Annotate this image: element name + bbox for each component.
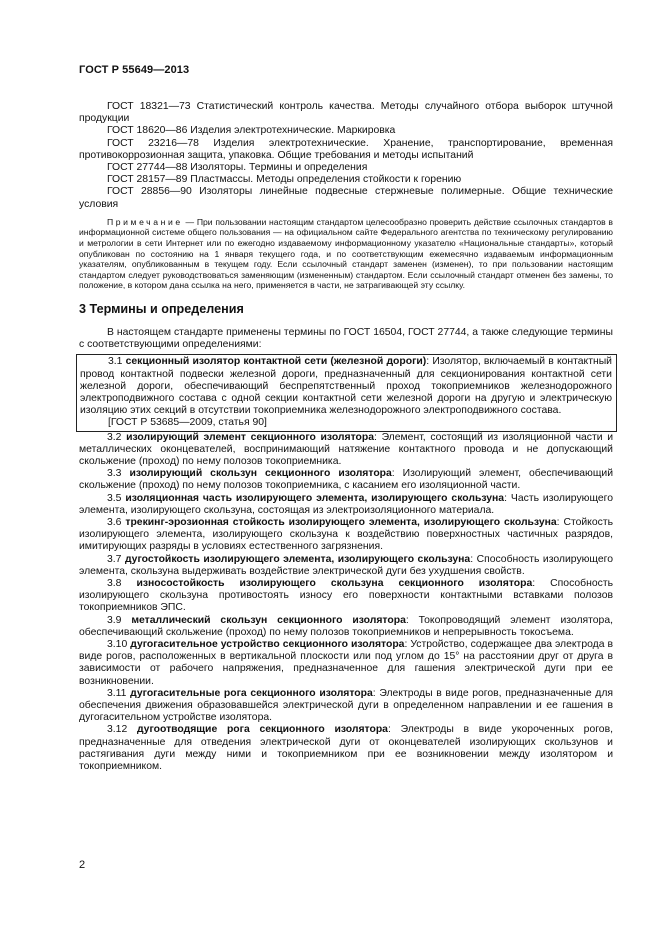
term-name: дугогасительные рога секционного изолятора: [130, 687, 373, 699]
term-entry: [79, 724, 613, 773]
term-name: дугоотводящие рога секционного изолятора: [136, 724, 388, 736]
term-entry: [79, 432, 613, 469]
term-definition: : Часть изолирующего элемента, изолирующего скользуна, состоящая из электроизоляционного материала.: [79, 492, 613, 516]
term-name: изоляционная часть изолирующего элемента, изолирующего скользуна: [125, 492, 505, 504]
term-name: изолирующий скользун секционного изолятора: [129, 468, 392, 480]
term-name: изолирующий элемент секционного изолятора: [126, 431, 375, 443]
term-name: дугостойкость изолирующего элемента, изолирующего скользуна: [124, 553, 471, 565]
term-name: износостойкость изолирующего скользуна секционного изолятора: [136, 578, 533, 590]
page-number: 2: [79, 859, 86, 871]
term-definition: : Электроды в виде рогов, предназначенные для обеспечения движения образовавшейся электрической дуги в определенном направлении и ее гашения в дугогасительном устройстве изолятора.: [79, 687, 614, 724]
term-definition: : Способность изолирующего скользуна противостоять износу его поверхности контактными вставками полозов токоприемников ЭПС.: [79, 578, 613, 614]
term-entry: [79, 468, 613, 492]
term-definition: : Электроды в виде укороченных рогов, предназначенные для отведения электрической дуги от оконцевателей изолирующих скользунов и растягивания дуги между ними и токоприемником при ее возникновении между изолятором и токоприемником.: [79, 724, 613, 773]
term-number: 3.2: [107, 431, 122, 443]
term-definition: : Токопроводящий элемент изолятора, обеспечивающий скольжение (проход) по нему полозов токоприемников и непрерывность токосъема.: [79, 614, 614, 638]
page-content: [79, 101, 613, 773]
term-number: 3.9: [107, 614, 122, 626]
standard-header: ГОСТ Р 55649—2013: [79, 64, 190, 76]
term-entry: [79, 578, 613, 615]
term-number: 3.7: [107, 553, 122, 565]
term-entry: [79, 554, 613, 578]
term-definition: : Изолирующий элемент, обеспечивающий скольжение (проход) по нему полозов токоприемника, с касанием его изоляционной части.: [79, 468, 613, 492]
note-paragraph: [79, 217, 613, 291]
term-entry: [79, 615, 613, 639]
term-number: 3.6: [107, 517, 122, 529]
note-label: Примечание: [107, 216, 183, 227]
term-entry: [79, 639, 613, 688]
boxed-term-entry: [76, 354, 617, 431]
term-number: 3.8: [107, 578, 122, 590]
term-number: 3.1: [108, 356, 123, 368]
reference-item: ГОСТ 27744—88 Изоляторы. Термины и определения: [107, 162, 368, 174]
term-number: 3.10: [107, 639, 128, 651]
term-entry: [79, 517, 613, 554]
term-definition: : Элемент, состоящий из изоляционной части и металлических оконцевателей, воспринимающий натяжение контактного провода и не допускающий скольжение (проход) по нему полозов токоприемника.: [79, 431, 614, 468]
reference-item: ГОСТ 23216—78 Изделия электротехнические. Хранение, транспортирование, временная противокоррозионная защита, упаковка. Общие требования и методы испытаний: [79, 137, 613, 161]
term-definition: : Стойкость изолирующего элемента, изолирующего скользуна к воздействию поверхностных частичных разрядов, имитирующих разряды в условиях естественного загрязнения.: [79, 517, 613, 553]
term-number: 3.12: [107, 724, 128, 736]
term-name: дугогасительное устройство секционного изолятора: [130, 639, 405, 651]
reference-item: ГОСТ 18620—86 Изделия электротехнические. Маркировка: [107, 125, 396, 137]
term-number: 3.11: [107, 687, 127, 699]
section-intro: В настоящем стандарте применены термины по ГОСТ 16504, ГОСТ 27744, а также следующие термины с соответствующими определениями:: [79, 326, 613, 351]
term-source: [ГОСТ Р 53685—2009, статья 90]: [108, 417, 267, 429]
term-name: металлический скользун секционного изолятора: [131, 614, 406, 626]
note-text: — При пользовании настоящим стандартом целесообразно проверить действие ссылочных стандартов в информационной системе общего пользования — на официальном сайте Федерального агентства по техническому регулированию и метрологии в сети Интернет или по ежегодно издаваемому информационному указателю «Национальные стандарты», который опубликован по состоянию на 1 января текущего года, и по соответствующим ежемесячно издаваемым информационным указателям, опубликованным в текущем году. Если ссылочный стандарт заменен (изменен), то при пользовании настоящим стандартом следует руководствоваться заменяющим (измененным) стандартом. Если ссылочный стандарт отменен без замены, то положение, в котором дана ссылка на него, применяется в части, не затрагивающей эту ссылку.: [79, 216, 613, 291]
reference-item: ГОСТ 28856—90 Изоляторы линейные подвесные стержневые полимерные. Общие технические условия: [79, 186, 613, 210]
section-title: 3 Термины и определения: [79, 301, 244, 316]
term-name: трекинг-эрозионная стойкость изолирующего элемента, изолирующего скользуна: [125, 517, 557, 529]
reference-list: [79, 101, 613, 211]
term-entry: [79, 688, 613, 725]
term-number: 3.5: [107, 492, 122, 504]
term-number: 3.3: [107, 468, 122, 480]
term-definition: : Устройство, содержащее два электрода в виде рогов, расположенных в вертикальной плоскости или под углом до 15° на расстоянии друг от друга в зависимости от рабочего напряжения, предназначенное для гашения электрической дуги при ее возникновении.: [79, 639, 613, 687]
term-definition: : Изолятор, включаемый в контактный провод контактной подвески железной дороги, предназначенный для секционирования контактной сети железной дороги, обеспечивающий беспрепятственный проход токоприемников железнодорожного электроподвижного состава с одной секции контактной сети железной дороги на другую и электрическую изоляцию этих секций в отсутствии токоприемника железнодорожного электроподвижного состава.: [80, 356, 612, 417]
term-definition: : Способность изолирующего элемента, скользуна выдерживать воздействие электрической дуги без ухудшения свойств.: [79, 553, 613, 577]
term-name: секционный изолятор контактной сети (железной дороги): [125, 356, 427, 368]
reference-item: ГОСТ 28157—89 Пластмассы. Методы определения стойкости к горению: [107, 174, 462, 186]
term-entry: [79, 493, 613, 517]
reference-item: ГОСТ 18321—73 Статистический контроль качества. Методы случайного отбора выборок штучной продукции: [79, 101, 613, 125]
term-entry: [77, 356, 612, 417]
